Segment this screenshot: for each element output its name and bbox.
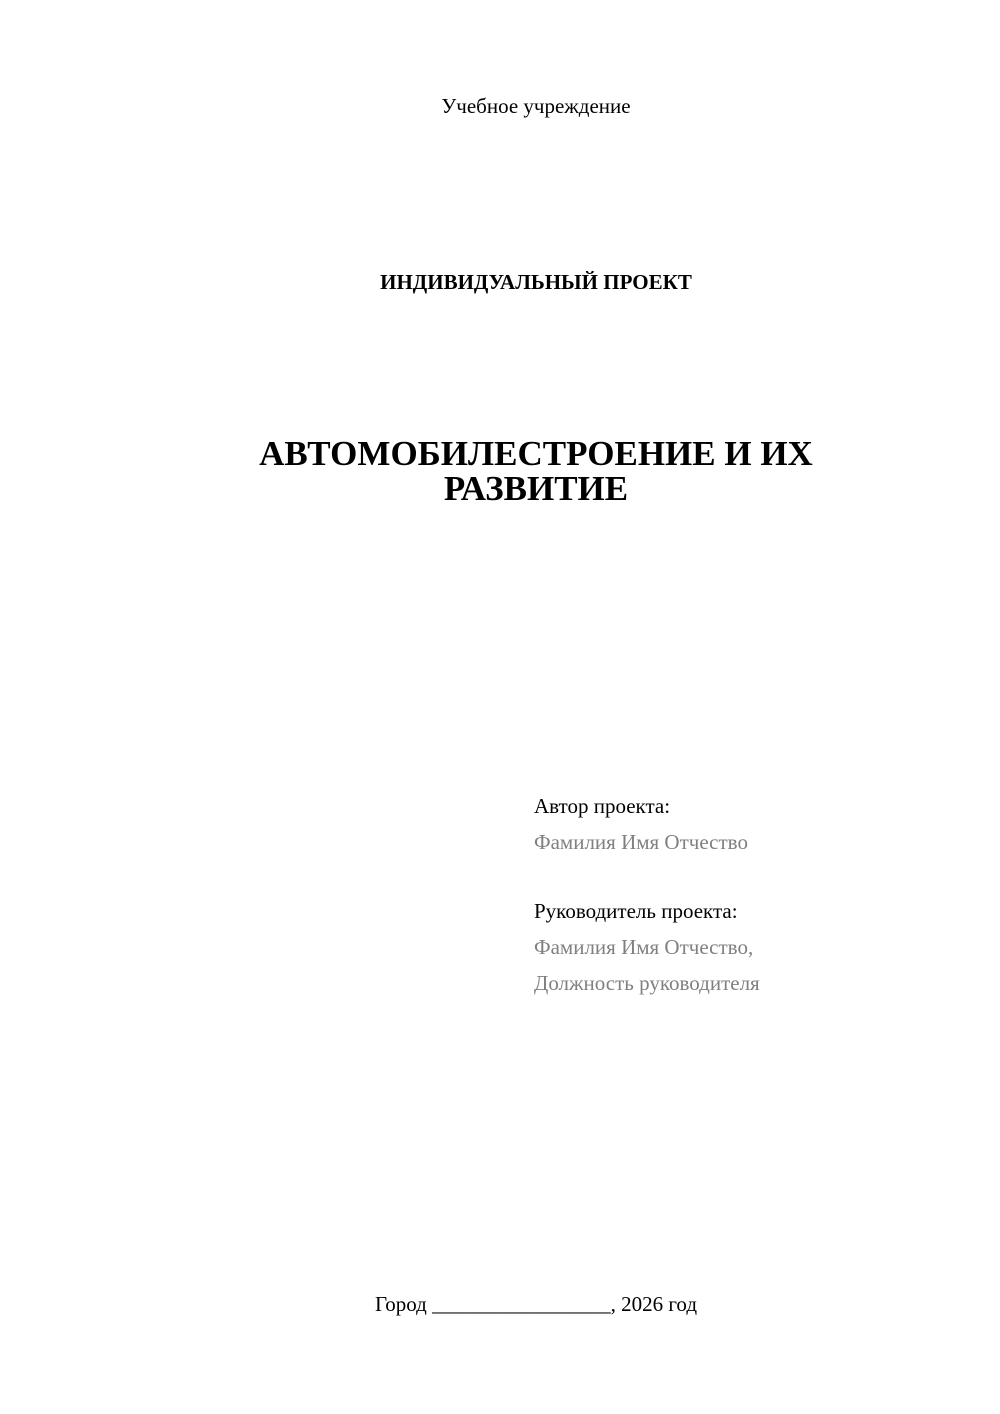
supervisor-block: [534, 893, 974, 1001]
credits-block: [534, 788, 974, 1001]
supervisor-position: Должность руководителя: [534, 971, 760, 995]
project-title: [0, 436, 1000, 506]
author-name: Фамилия Имя Отчество: [534, 830, 748, 854]
supervisor-name: Фамилия Имя Отчество,: [534, 935, 754, 959]
institution-name: Учебное учреждение: [441, 94, 631, 118]
project-title-line-2: РАЗВИТИЕ: [443, 469, 629, 508]
author-label: Автор проекта:: [534, 794, 671, 818]
author-block: [534, 788, 974, 860]
city-year-footer: Город _________________, 2026 год: [374, 1292, 698, 1316]
document-type: ИНДИВИДУАЛЬНЫЙ ПРОЕКТ: [380, 270, 692, 294]
supervisor-label: Руководитель проекта:: [534, 899, 738, 923]
project-title-line-1: АВТОМОБИЛЕСТРОЕНИЕ И ИХ: [259, 434, 813, 473]
